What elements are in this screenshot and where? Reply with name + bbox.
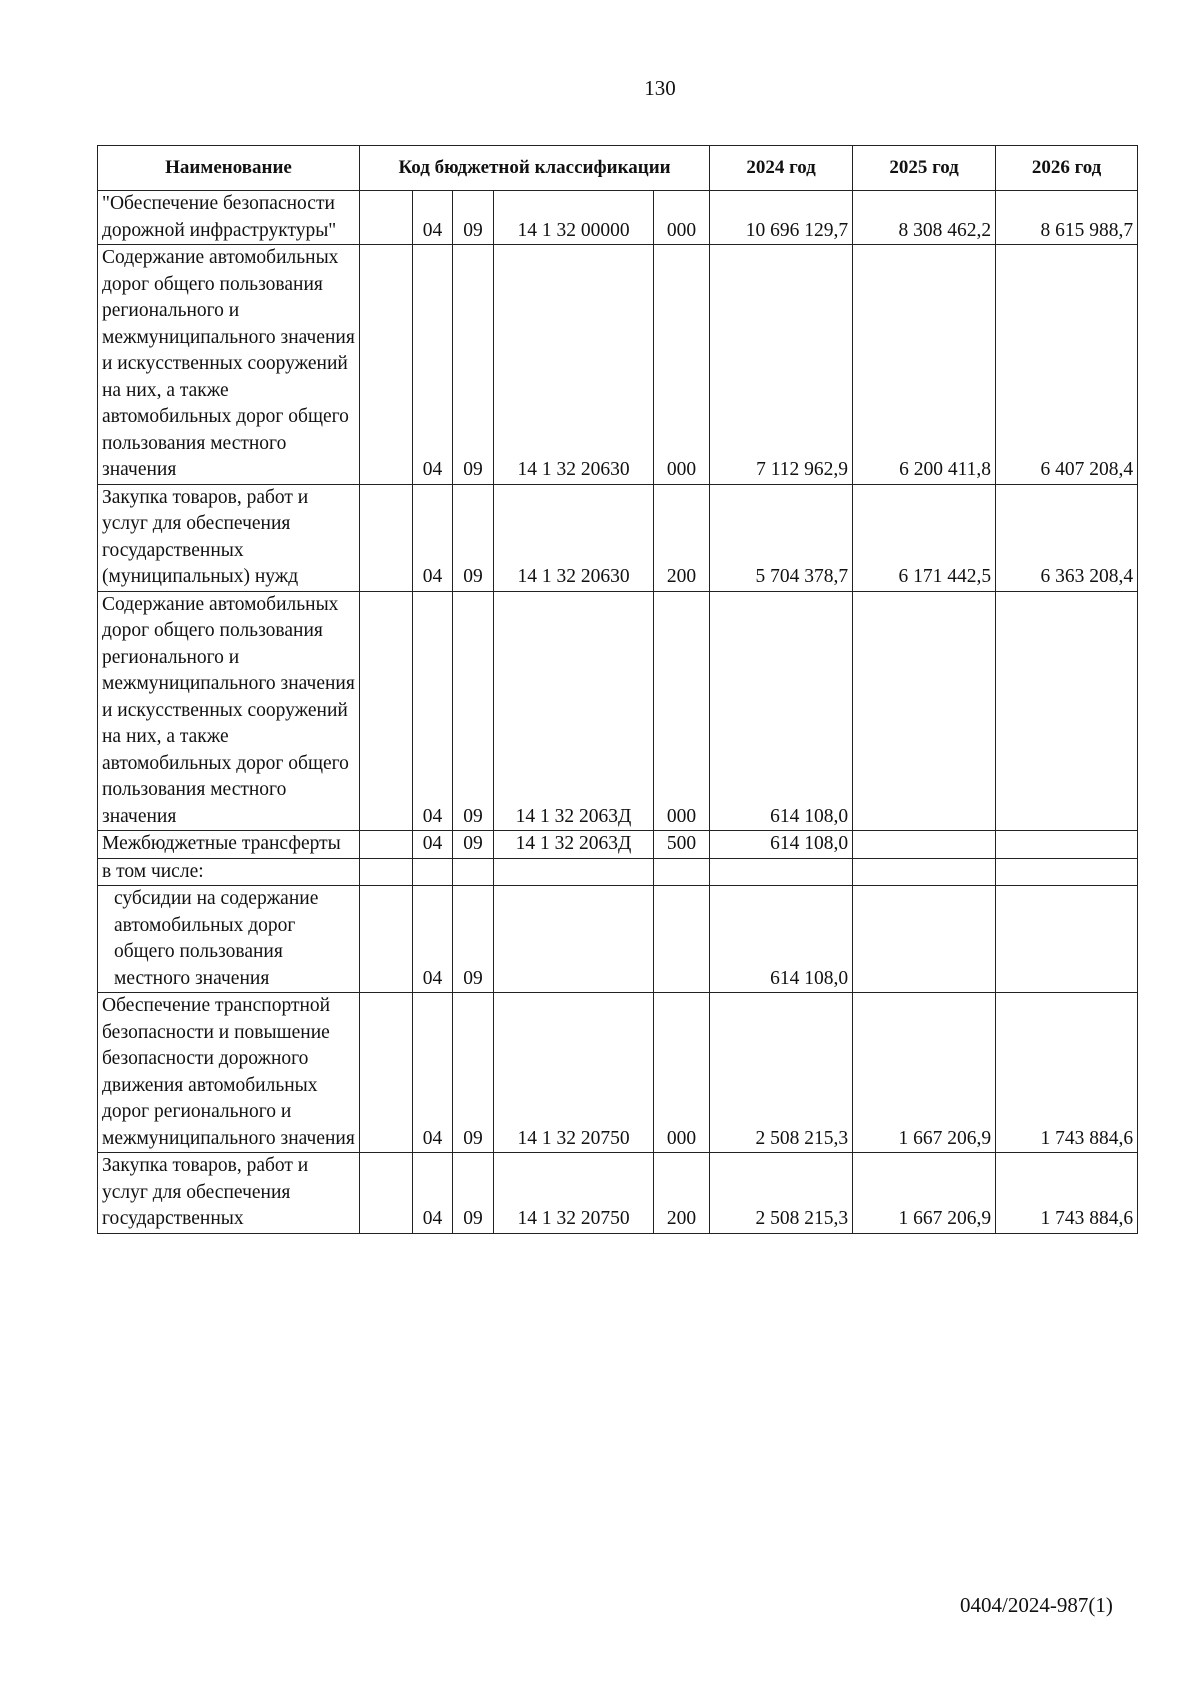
header-2025: 2025 год (853, 146, 996, 191)
row-subsection: 09 (453, 245, 494, 485)
row-section: 04 (413, 245, 453, 485)
row-2024: 614 108,0 (710, 591, 853, 831)
row-section: 04 (413, 191, 453, 245)
table-row (98, 886, 1138, 993)
table-row (98, 591, 1138, 831)
row-2025: 6 200 411,8 (853, 245, 996, 485)
header-2024: 2024 год (710, 146, 853, 191)
row-2025 (853, 831, 996, 859)
row-section: 04 (413, 1153, 453, 1234)
row-name: Закупка товаров, работ и услуг для обеспечения государственных (98, 1153, 360, 1234)
header-2026: 2026 год (996, 146, 1138, 191)
row-target-article (494, 858, 654, 886)
document-number: 0404/2024-987(1) (960, 1593, 1113, 1617)
row-2025 (853, 591, 996, 831)
row-2026: 1 743 884,6 (996, 1153, 1138, 1234)
row-subsection: 09 (453, 191, 494, 245)
row-subsection: 09 (453, 886, 494, 993)
row-2026 (996, 831, 1138, 859)
row-expense-type: 000 (654, 591, 710, 831)
row-target-article: 14 1 32 20630 (494, 484, 654, 591)
row-subsection: 09 (453, 993, 494, 1153)
row-2025: 8 308 462,2 (853, 191, 996, 245)
row-target-article: 14 1 32 2063Д (494, 831, 654, 859)
row-section: 04 (413, 484, 453, 591)
row-2025: 1 667 206,9 (853, 1153, 996, 1234)
blank-cell (360, 245, 413, 485)
header-row (98, 146, 1138, 191)
header-code: Код бюджетной классификации (360, 146, 710, 191)
budget-table (97, 145, 1138, 1234)
row-name: Межбюджетные трансферты (98, 831, 360, 859)
row-2026: 6 363 208,4 (996, 484, 1138, 591)
row-2026: 1 743 884,6 (996, 993, 1138, 1153)
row-expense-type: 200 (654, 1153, 710, 1234)
row-subsection: 09 (453, 831, 494, 859)
blank-cell (360, 831, 413, 859)
row-target-article: 14 1 32 20750 (494, 1153, 654, 1234)
row-2024 (710, 858, 853, 886)
row-2024: 614 108,0 (710, 831, 853, 859)
row-name: Обеспечение транспортной безопасности и повышение безопасности дорожного движения автомобильных дорог регионального и межмуниципального значения (98, 993, 360, 1153)
row-2024: 2 508 215,3 (710, 1153, 853, 1234)
row-target-article: 14 1 32 20630 (494, 245, 654, 485)
row-2024: 614 108,0 (710, 886, 853, 993)
row-name: Содержание автомобильных дорог общего пользования регионального и межмуниципального значения и искусственных сооружений на них, а также автомобильных дорог общего пользования местного значения (98, 591, 360, 831)
row-2026 (996, 886, 1138, 993)
blank-cell (360, 591, 413, 831)
row-2026 (996, 858, 1138, 886)
row-section: 04 (413, 591, 453, 831)
row-name: Закупка товаров, работ и услуг для обеспечения государственных (муниципальных) нужд (98, 484, 360, 591)
row-2024: 10 696 129,7 (710, 191, 853, 245)
row-2026: 6 407 208,4 (996, 245, 1138, 485)
row-section: 04 (413, 886, 453, 993)
page-number: 130 (644, 76, 676, 100)
row-2026 (996, 591, 1138, 831)
blank-cell (360, 993, 413, 1153)
row-target-article: 14 1 32 2063Д (494, 591, 654, 831)
row-section: 04 (413, 831, 453, 859)
row-subsection (453, 858, 494, 886)
row-expense-type: 000 (654, 245, 710, 485)
row-target-article: 14 1 32 00000 (494, 191, 654, 245)
blank-cell (360, 858, 413, 886)
blank-cell (360, 1153, 413, 1234)
row-expense-type: 200 (654, 484, 710, 591)
row-2025: 1 667 206,9 (853, 993, 996, 1153)
table-row (98, 993, 1138, 1153)
header-name: Наименование (98, 146, 360, 191)
row-name: в том числе: (98, 858, 360, 886)
row-2025 (853, 858, 996, 886)
row-2024: 2 508 215,3 (710, 993, 853, 1153)
row-expense-type: 500 (654, 831, 710, 859)
row-expense-type (654, 886, 710, 993)
blank-cell (360, 191, 413, 245)
row-2026: 8 615 988,7 (996, 191, 1138, 245)
row-2024: 5 704 378,7 (710, 484, 853, 591)
table-row (98, 831, 1138, 859)
row-2025 (853, 886, 996, 993)
table-row (98, 484, 1138, 591)
row-name: Содержание автомобильных дорог общего пользования регионального и межмуниципального значения и искусственных сооружений на них, а также автомобильных дорог общего пользования местного значения (98, 245, 360, 485)
row-name: "Обеспечение безопасности дорожной инфраструктуры" (98, 191, 360, 245)
table-row (98, 191, 1138, 245)
row-expense-type: 000 (654, 191, 710, 245)
row-section: 04 (413, 993, 453, 1153)
row-target-article: 14 1 32 20750 (494, 993, 654, 1153)
row-target-article (494, 886, 654, 993)
row-subsection: 09 (453, 1153, 494, 1234)
row-2024: 7 112 962,9 (710, 245, 853, 485)
table-row (98, 245, 1138, 485)
row-expense-type (654, 858, 710, 886)
table-row (98, 1153, 1138, 1234)
row-subsection: 09 (453, 591, 494, 831)
table-row (98, 858, 1138, 886)
blank-cell (360, 484, 413, 591)
row-2025: 6 171 442,5 (853, 484, 996, 591)
row-section (413, 858, 453, 886)
row-name: субсидии на содержание автомобильных дорог общего пользования местного значения (98, 886, 360, 993)
blank-cell (360, 886, 413, 993)
row-expense-type: 000 (654, 993, 710, 1153)
row-subsection: 09 (453, 484, 494, 591)
